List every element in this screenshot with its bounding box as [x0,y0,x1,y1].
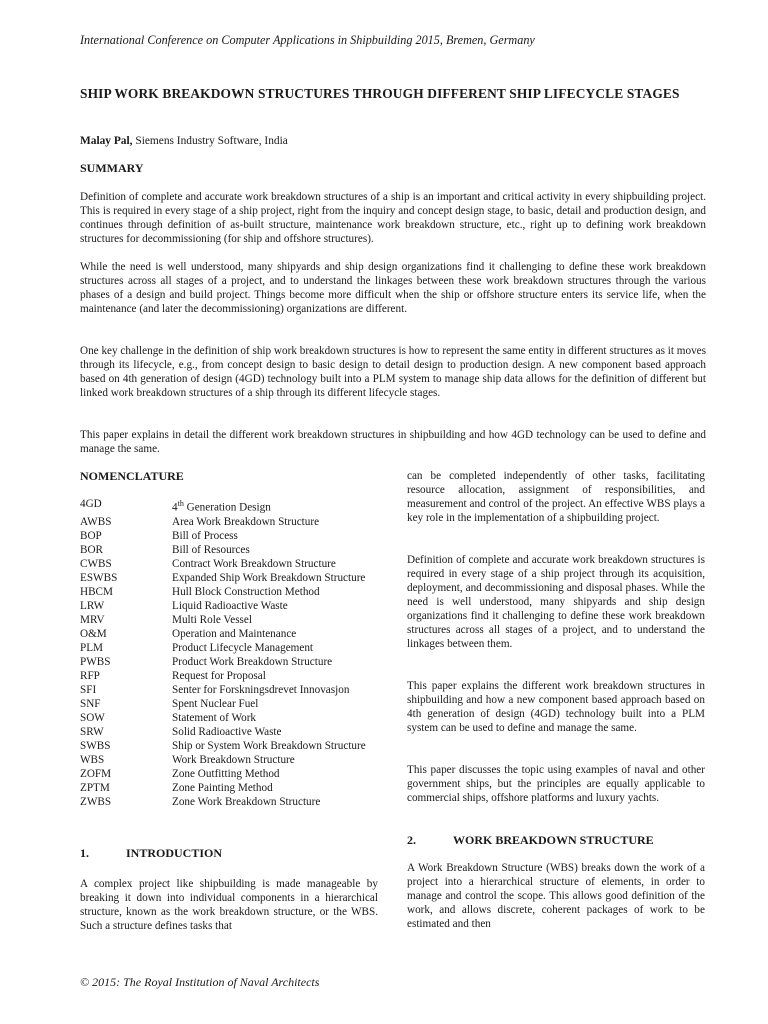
nomenclature-item [80,725,380,739]
nomenclature-abbr: 4GD [80,498,102,510]
nomenclature-item [80,515,380,529]
summary-heading: SUMMARY [80,161,144,175]
nomenclature-item [80,711,380,725]
nomenclature-abbr: BOP [80,529,102,542]
nomenclature-abbr: SOW [80,711,105,724]
summary-paragraph: Definition of complete and accurate work breakdown structures of a ship is an important and critical activity in every shipbuilding project. This is required in every stage of a ship project, right from the inquiry and concept design stage, to basic, detail and production design, and continues through definition of as-built structure, maintenance work breakdown structure, etc., right up to defining work breakdown structures for decommissioning (for ship and offshore structures). [80,191,706,245]
nomenclature-list [80,497,380,809]
body-paragraph: This paper discusses the topic using examples of naval and other government ships, but the principles are equally applicable to commercial ships, offshore platforms and luxury yachts. [407,764,705,804]
nomenclature-def: 4th Generation Design [172,499,271,514]
nomenclature-abbr: ZOFM [80,767,112,780]
conference-header: International Conference on Computer Applications in Shipbuilding 2015, Bremen, Germany [80,33,535,47]
summary-paragraph: This paper explains in detail the different work breakdown structures in shipbuilding and how 4GD technology can be used to define and manage the same. [80,429,706,455]
nomenclature-def: Multi Role Vessel [172,613,252,626]
nomenclature-item [80,669,380,683]
author-affiliation: Siemens Industry Software, India [132,135,288,147]
nomenclature-item [80,543,380,557]
superscript: th [177,499,184,508]
nomenclature-item [80,585,380,599]
section-number: 1. [80,846,89,860]
paper-title: SHIP WORK BREAKDOWN STRUCTURES THROUGH DIFFERENT SHIP LIFECYCLE STAGES [80,86,680,101]
nomenclature-def: Bill of Process [172,529,238,542]
nomenclature-abbr: PWBS [80,655,111,668]
nomenclature-def: Ship or System Work Breakdown Structure [172,739,366,752]
nomenclature-abbr: RFP [80,669,100,682]
nomenclature-abbr: SFI [80,683,97,696]
nomenclature-def: Zone Painting Method [172,781,273,794]
nomenclature-def: Senter for Forskningsdrevet Innovasjon [172,683,350,696]
nomenclature-item [80,795,380,809]
nomenclature-abbr: ESWBS [80,571,118,584]
nomenclature-abbr: AWBS [80,515,112,528]
nomenclature-item [80,613,380,627]
nomenclature-abbr: WBS [80,753,105,766]
nomenclature-def: Hull Block Construction Method [172,585,320,598]
nomenclature-def: Request for Proposal [172,669,266,682]
nomenclature-abbr: HBCM [80,585,113,598]
wbs-paragraph: A Work Breakdown Structure (WBS) breaks down the work of a project into a hierarchical structure of elements, in order to manage and control the scope. This allows good definition of the work, and allows discrete, coherent packages of work to be estimated and then [407,862,705,930]
copyright-footer: © 2015: The Royal Institution of Naval Architects [80,975,320,989]
nomenclature-item [80,697,380,711]
nomenclature-abbr: SWBS [80,739,111,752]
nomenclature-abbr: ZPTM [80,781,110,794]
nomenclature-item [80,767,380,781]
nomenclature-item [80,641,380,655]
section-number: 2. [407,833,416,847]
nomenclature-item [80,655,380,669]
nomenclature-item [80,557,380,571]
nomenclature-abbr: BOR [80,543,104,556]
nomenclature-def: Work Breakdown Structure [172,753,295,766]
nomenclature-def: Liquid Radioactive Waste [172,599,288,612]
nomenclature-def: Contract Work Breakdown Structure [172,557,336,570]
nomenclature-item [80,739,380,753]
nomenclature-item [80,753,380,767]
section-title: WORK BREAKDOWN STRUCTURE [453,833,654,847]
introduction-paragraph: A complex project like shipbuilding is made manageable by breaking it down into individual components in a hierarchical structure, known as the work breakdown structure, or the WBS. Such a structure defines tasks that [80,878,378,932]
nomenclature-abbr: SNF [80,697,101,710]
nomenclature-def: Product Lifecycle Management [172,641,314,654]
nomenclature-abbr: O&M [80,627,107,640]
author-line [80,135,288,147]
nomenclature-def: Area Work Breakdown Structure [172,515,320,528]
nomenclature-abbr: PLM [80,641,104,654]
nomenclature-abbr: CWBS [80,557,112,570]
nomenclature-abbr: LRW [80,599,105,612]
body-paragraph: Definition of complete and accurate work breakdown structures is required in every stage of a ship project through its acquisition, deployment, and decommissioning and disposal phases. While the need is well understood, many shipyards and ship design organizations find it challenging to define these work breakdown structures across all stages of a project, and to understand the linkages between them. [407,554,705,650]
nomenclature-abbr: ZWBS [80,795,112,808]
nomenclature-def: Bill of Resources [172,543,250,556]
author-name: Malay Pal, [80,135,133,147]
body-paragraph: can be completed independently of other tasks, facilitating resource allocation, assignment of responsibilities, and measurement and control of the project. An effective WBS plays a key role in the implementation of a shipbuilding project. [407,470,705,524]
nomenclature-item [80,529,380,543]
summary-paragraph: While the need is well understood, many shipyards and ship design organizations find it challenging to define these work breakdown structures across all stages of a project, and to understand the linkages between these work breakdown structures through the various phases of a design and build project. Things become more difficult when the ship or offshore structure enters its service life, when the maintenance (and later the decommissioning) organizations are different. [80,261,706,315]
nomenclature-item [80,627,380,641]
nomenclature-def: Expanded Ship Work Breakdown Structure [172,571,366,584]
nomenclature-item [80,571,380,585]
section-title: INTRODUCTION [126,846,223,860]
nomenclature-def: Product Work Breakdown Structure [172,655,333,668]
nomenclature-def: Zone Outfitting Method [172,767,280,780]
nomenclature-abbr: MRV [80,613,105,626]
nomenclature-item [80,683,380,697]
nomenclature-abbr: SRW [80,725,104,738]
nomenclature-def: Solid Radioactive Waste [172,725,282,738]
body-paragraph: This paper explains the different work breakdown structures in shipbuilding and how a new component based approach based on 4th generation of design (4GD) technology built into a PLM system can be used to define and manage the same. [407,680,705,734]
nomenclature-def: Operation and Maintenance [172,627,297,640]
nomenclature-def: Zone Work Breakdown Structure [172,795,321,808]
section-heading-wbs [407,833,654,848]
nomenclature-item [80,599,380,613]
nomenclature-heading: NOMENCLATURE [80,469,184,483]
nomenclature-item [80,497,380,515]
nomenclature-def: Spent Nuclear Fuel [172,697,259,710]
nomenclature-def: Statement of Work [172,711,257,724]
section-heading-introduction [80,846,222,861]
summary-paragraph: One key challenge in the definition of ship work breakdown structures is how to represent the same entity in different structures as it moves through its lifecycle, e.g., from concept design to basic design to detail design to production design. A new component based approach based on 4th generation of design (4GD) technology built into a PLM system to manage ship data allows for the definition of different but linked work breakdown structures of a ship through its different lifecycle stages. [80,345,706,399]
nomenclature-item [80,781,380,795]
